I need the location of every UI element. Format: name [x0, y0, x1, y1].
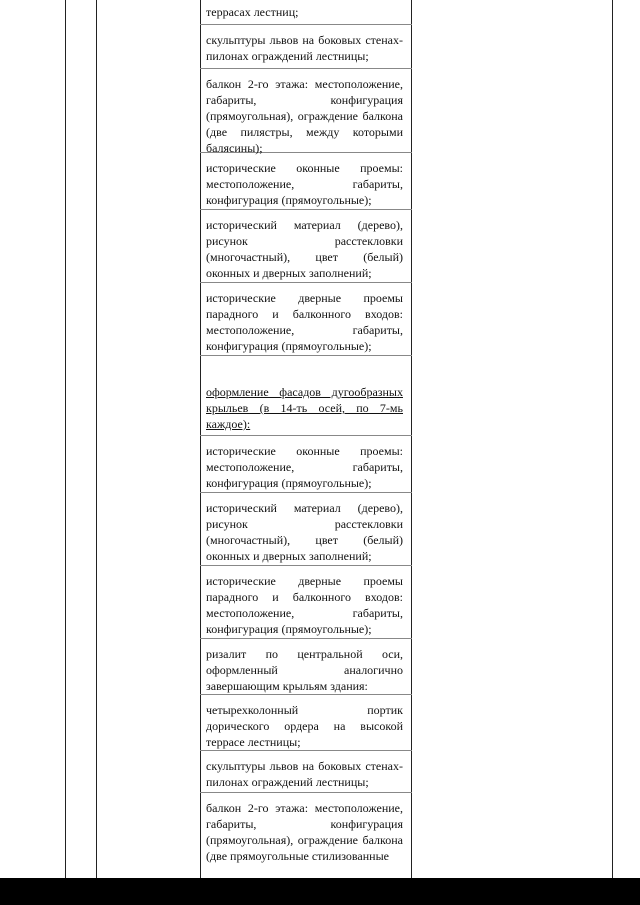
paragraph-balcony: балкон 2-го этажа: местоположение, габариты, конфигурация (прямоугольная), ограждение балкона (две пилястры, между которыми балясины); [206, 77, 403, 155]
table-border-right [612, 0, 613, 878]
paragraph-separator [200, 435, 412, 436]
paragraph-lion-sculptures: скульптуры львов на боковых стенах-пилонах ограждений лестницы; [206, 33, 403, 63]
paragraph-separator [200, 565, 412, 566]
table-column-divider-1 [96, 0, 97, 878]
paragraph-risalit: ризалит по центральной оси, оформленный аналогично завершающим крыльям здания: [206, 647, 403, 693]
paragraph-separator [200, 209, 412, 210]
paragraph-wing-lion-sculptures: скульптуры львов на боковых стенах-пилонах ограждений лестницы; [206, 759, 403, 789]
paragraph-separator [200, 24, 412, 25]
paragraph-separator [200, 638, 412, 639]
paragraph-separator [200, 282, 412, 283]
paragraph-separator [200, 792, 412, 793]
scan-bottom-edge [0, 878, 640, 905]
paragraph-separator [200, 750, 412, 751]
paragraph-wing-door-openings: исторические дверные проемы парадного и балконного входов: местоположение, габариты, конфигурация (прямоугольные); [206, 574, 403, 636]
paragraph-stair-terraces: террасах лестниц; [206, 5, 299, 19]
table-column-divider-3 [411, 0, 412, 878]
paragraph-separator [200, 492, 412, 493]
paragraph-window-material: исторический материал (дерево), рисунок расстекловки (многочастный), цвет (белый) оконных и дверных заполнений; [206, 218, 403, 280]
table-border-left [65, 0, 66, 878]
section-heading-wings: оформление фасадов дугообразных крыльев (в 14-ть осей, по 7-мь каждое): [206, 385, 403, 431]
paragraph-wing-balcony: балкон 2-го этажа: местоположение, габариты, конфигурация (прямоугольная), ограждение балкона (две прямоугольные стилизованные [206, 801, 403, 863]
paragraph-window-openings: исторические оконные проемы: местоположение, габариты, конфигурация (прямоугольные); [206, 161, 403, 207]
paragraph-door-openings: исторические дверные проемы парадного и балконного входов: местоположение, габариты, конфигурация (прямоугольные); [206, 291, 403, 353]
paragraph-separator [200, 694, 412, 695]
paragraph-portico: четырехколонный портик дорического ордера на высокой террасе лестницы; [206, 703, 403, 749]
paragraph-separator [200, 68, 412, 69]
table-column-divider-2 [200, 0, 201, 878]
paragraph-wing-window-material: исторический материал (дерево), рисунок расстекловки (многочастный), цвет (белый) оконных и дверных заполнений; [206, 501, 403, 563]
paragraph-wing-window-openings: исторические оконные проемы: местоположение, габариты, конфигурация (прямоугольные); [206, 444, 403, 490]
paragraph-separator [200, 355, 412, 356]
